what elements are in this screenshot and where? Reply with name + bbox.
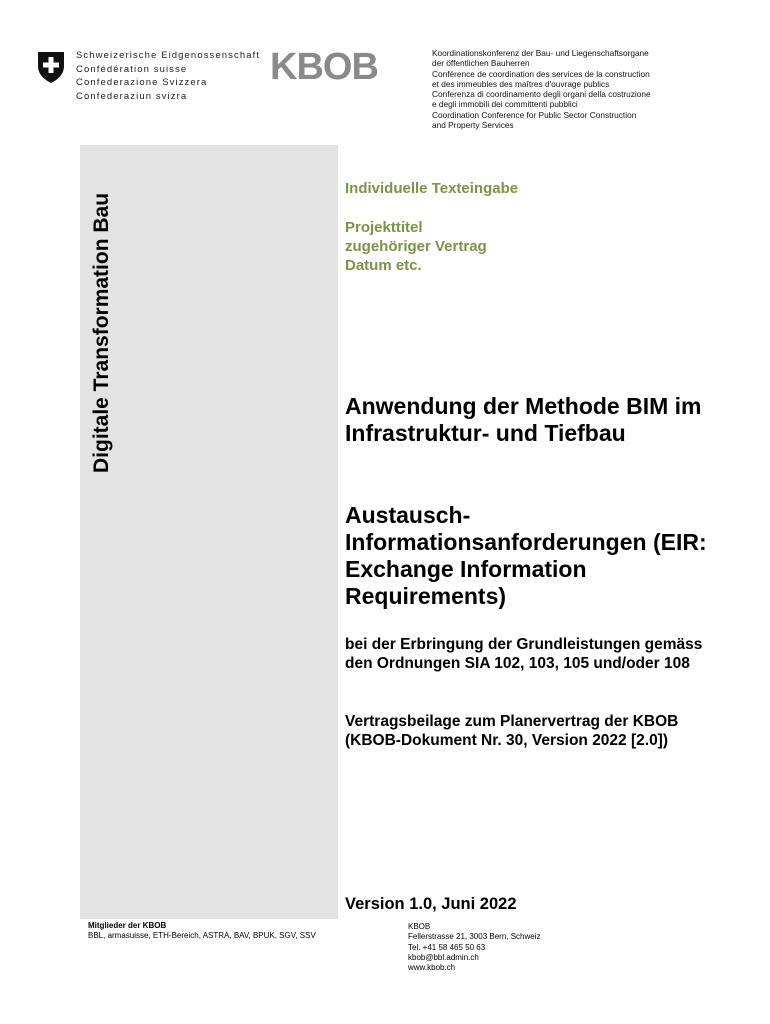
sidebar-title: Digitale Transformation Bau bbox=[90, 192, 113, 473]
federal-name-de: Schweizerische Eidgenossenschaft bbox=[76, 50, 261, 61]
project-title-placeholder: Projekttitel bbox=[345, 219, 423, 236]
members-list: BBL, armasuisse, ETH-Bereich, ASTRA, BAV, BPUK, SGV, SSV bbox=[88, 931, 316, 940]
conference-line: Conférence de coordination des services de la construction bbox=[432, 68, 650, 79]
basis-statement: bei der Erbringung der Grundleistungen gemäss den Ordnungen SIA 102, 103, 105 und/oder 108 bbox=[345, 636, 703, 672]
kbob-logo: KBOB bbox=[270, 46, 378, 88]
version-label: Version 1.0, Juni 2022 bbox=[345, 895, 517, 913]
document-subtitle: Austausch-Informationsanforderungen (EIR: Exchange Information Requirements) bbox=[345, 502, 707, 609]
conference-line: Koordinationskonferenz der Bau- und Liegenschaftsorgane bbox=[432, 48, 649, 58]
sidebar-panel bbox=[80, 145, 338, 919]
address-street: Fellerstrasse 21, 3003 Bern, Schweiz bbox=[408, 932, 541, 942]
contract-attachment-statement: Vertragsbeilage zum Planervertrag der KBOB (KBOB-Dokument Nr. 30, Version 2022 [2.0]) bbox=[345, 713, 679, 749]
document-title: Anwendung der Methode BIM im Infrastruktur- und Tiefbau bbox=[345, 393, 702, 446]
swiss-coat-of-arms-icon bbox=[36, 50, 66, 84]
individual-text-input-hint: Individuelle Texteingabe bbox=[345, 180, 519, 197]
address-website-link[interactable]: www.kbob.ch bbox=[408, 963, 456, 973]
federal-name-it: Confederazione Svizzera bbox=[76, 77, 208, 88]
conference-line: e degli immobili dei committenti pubblici bbox=[432, 99, 578, 110]
conference-line: der öffentlichen Bauherren bbox=[432, 58, 530, 69]
address-org: KBOB bbox=[408, 922, 431, 931]
address-email-link[interactable]: kbob@bbl.admin.ch bbox=[408, 952, 479, 962]
federal-names bbox=[76, 49, 260, 103]
address-phone[interactable]: Tel. +41 58 465 50 63 bbox=[408, 942, 486, 952]
date-placeholder: Datum etc. bbox=[345, 257, 422, 274]
federal-name-rm: Confederaziun svizra bbox=[76, 90, 188, 102]
conference-line: et des immeubles des maîtres d'ouvrage publics bbox=[432, 78, 610, 89]
federal-name-fr: Confédération suisse bbox=[76, 63, 188, 75]
kbob-address bbox=[408, 922, 541, 973]
conference-description bbox=[432, 48, 732, 130]
conference-line: and Property Services bbox=[432, 120, 514, 131]
conference-line: Conferenza di coordinamento degli organi della costruzione bbox=[432, 89, 651, 100]
members-heading: Mitglieder der KBOB bbox=[88, 921, 167, 930]
project-placeholder-block bbox=[345, 218, 487, 275]
conference-line: Coordination Conference for Public Sector Construction bbox=[432, 109, 637, 120]
contract-placeholder: zugehöriger Vertrag bbox=[345, 238, 487, 255]
